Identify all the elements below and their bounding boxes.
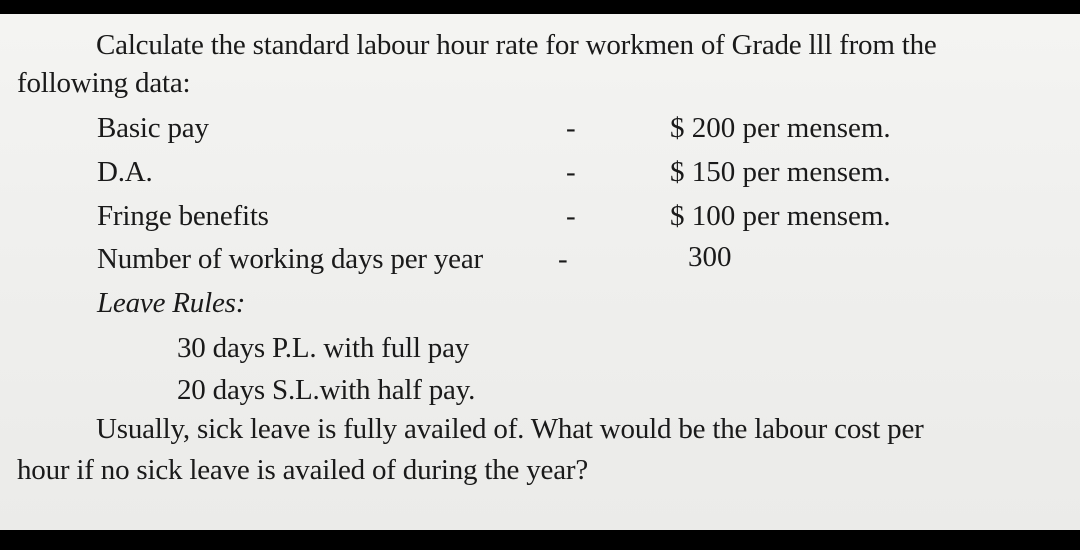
question-line-1: Calculate the standard labour hour rate for workmen of Grade lll from the <box>96 29 937 61</box>
row-value-working-days: 300 <box>688 241 732 273</box>
row-label-fringe-benefits: Fringe benefits <box>97 200 269 232</box>
row-separator: - <box>566 200 576 232</box>
row-value-fringe-benefits: $ 100 per mensem. <box>670 200 891 232</box>
document-page <box>0 14 1080 530</box>
row-value-basic-pay: $ 200 per mensem. <box>670 112 891 144</box>
followup-line-2: hour if no sick leave is availed of during the year? <box>17 454 589 486</box>
row-separator: - <box>566 112 576 144</box>
leave-rule-item: 30 days P.L. with full pay <box>177 332 470 364</box>
row-separator: - <box>566 156 576 188</box>
row-label-da: D.A. <box>97 156 153 188</box>
leave-rule-item: 20 days S.L.with half pay. <box>177 374 476 406</box>
leave-rules-heading: Leave Rules: <box>97 287 246 319</box>
followup-line-1: Usually, sick leave is fully availed of. What would be the labour cost per <box>96 413 924 445</box>
row-value-da: $ 150 per mensem. <box>670 156 891 188</box>
question-line-2: following data: <box>17 67 191 99</box>
row-separator: - <box>558 243 568 275</box>
row-label-basic-pay: Basic pay <box>97 112 209 144</box>
row-label-working-days: Number of working days per year <box>97 243 483 275</box>
